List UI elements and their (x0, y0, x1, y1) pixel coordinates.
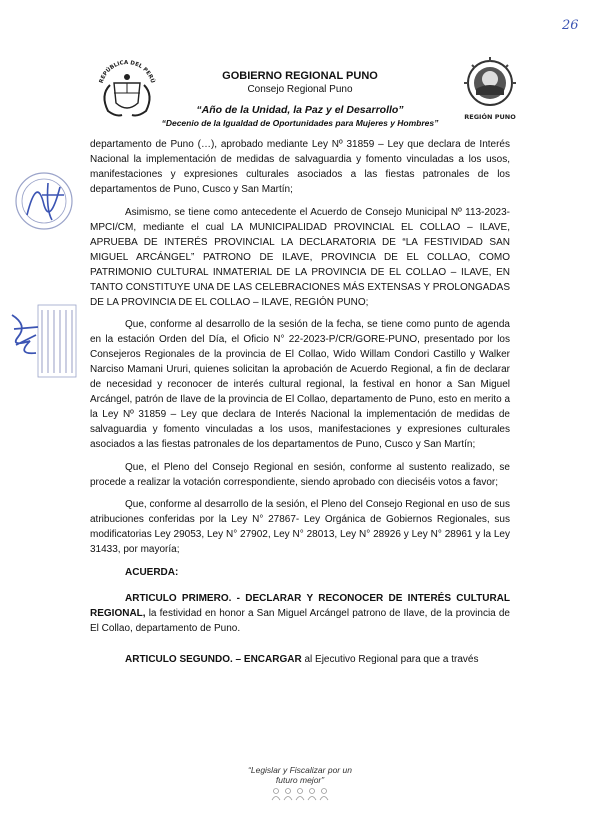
paragraph-1: departamento de Puno (…), aprobado mediante Ley Nº 31859 – Ley que declara de Interés Nacional la implementación de medidas de salvaguardia y fomento vinculadas a los usos, manifestaciones y expresiones culturales asociados a las fiestas patronales de los departamentos de Puno, Cusco y San Martín; (90, 139, 510, 195)
stamp-signature-2 (8, 295, 83, 385)
paragraph-3: Que, conforme al desarrollo de la sesión de la fecha, se tiene como punto de agenda en la estación Orden del Día, el Oficio N° 22-2023-P/CR/GORE-PUNO, presentado por los Consejeros Regionales de la provincia de El Collao, Wido Willam Condori Castillo y Walker Narciso Mamani Ururi, quienes solicitan la aprobación de Acuerdo Regional, a fin de declarar de necesidad y reconocer de interés cultural regional, la festival en honor a San Miguel Arcángel, patrón de Ilave de la provincia de El Collao, departamento de Puno, esto en merito a la Ley Nº 31859 – Ley que declara de Interés Nacional la implementación de medidas de salvaguardia y fomento vinculadas a los usos, manifestaciones y expresiones culturales asociados a las fiestas patronales de los departamentos de Puno, Cusco y San Martín; (90, 319, 510, 450)
article-1 (90, 591, 510, 636)
paragraph-4: Que, el Pleno del Consejo Regional en sesión, conforme al sustento realizado, se procede a realizar la votación correspondiente, siendo aprobado con dieciséis votos a favor; (90, 461, 510, 488)
year-motto: “Año de la Unidad, la Paz y el Desarrollo” (196, 104, 404, 116)
footer-slogan-line-2: futuro mejor” (275, 775, 325, 785)
organization-title: GOBIERNO REGIONAL PUNO (222, 70, 378, 82)
article-2 (90, 652, 510, 667)
decade-motto: “Decenio de la Igualdad de Oportunidades para Mujeres y Hombres” (161, 118, 439, 128)
stamp-signature-1 (12, 165, 77, 240)
left-logo-text: REPÚBLICA DEL PERÚ (98, 59, 156, 85)
paragraph-2: Asimismo, se tiene como antecedente el Acuerdo de Consejo Municipal Nº 113-2023-MPCI/CM, mediante el cual LA MUNICIPALIDAD PROVINCIAL EL COLLAO – ILAVE, APRUEBA DE INTERÉS PROVINCIAL LA DECLARATORIA DE “LA FESTIVIDAD SAN MIGUEL ARCÁNGEL” PATRONO DE ILAVE, PROVINCIA DE EL COLLAO, COMO PATRIMONIO CULTURAL INMATERIAL DE LA PROVINCIA DE EL COLLAO – ILAVE, EN TANTO CONSTITUYE UNA DE LAS CELEBRACIONES MÁS EXTENSAS Y PROLONGADAS DE LA PROVINCIA DE EL COLLAO – ILAVE, REGIÓN PUNO; (90, 206, 510, 308)
document-body (90, 137, 510, 674)
page-number: 26 (562, 18, 579, 33)
paragraph-5: Que, conforme al desarrollo de la sesión, el Pleno del Consejo Regional en uso de sus atribuciones conferidas por la Ley N° 27867- Ley Orgánica de Gobiernos Regionales, sus modificatorias Ley 29053, Ley N° 27902, Ley N° 28013, Ley N° 28926 y Ley N° 28961 y la Ley 31433, por mayoría; (90, 499, 510, 555)
footer-slogan (200, 765, 400, 785)
organization-subtitle: Consejo Regional Puno (247, 84, 353, 95)
acuerda-heading: ACUERDA: (125, 566, 179, 578)
article-2-text: al Ejecutivo Regional para que a través (301, 653, 479, 665)
right-logo-text: REGIÓN PUNO (464, 113, 516, 121)
article-2-label: ARTICULO SEGUNDO. – ENCARGAR (125, 653, 302, 665)
article-1-text: la festividad en honor a San Miguel Arcángel patrono de Ilave, de la provincia de El Collao, departamento de Puno. (90, 607, 510, 634)
people-icon (270, 787, 330, 801)
article-1-label: ARTICULO PRIMERO. - DECLARAR Y RECONOCER DE INTERÉS CULTURAL REGIONAL, (90, 592, 510, 619)
svg-text:REPÚBLICA DEL PERÚ (99, 60, 157, 84)
footer-slogan-line-1: “Legislar y Fiscalizar por un (248, 765, 352, 775)
